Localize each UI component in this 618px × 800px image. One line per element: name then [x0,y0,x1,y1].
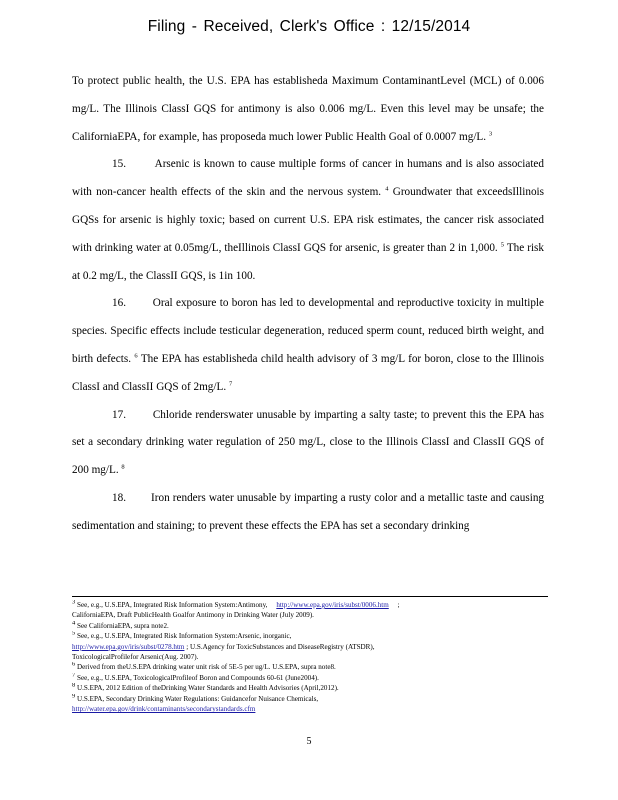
paragraph-number: 16. [112,297,126,310]
footnote-ref[interactable]: 6 [134,352,138,360]
footnote-ref[interactable]: 5 [500,241,504,249]
document-body [72,68,544,541]
paragraph-number: 18. [112,491,126,504]
footnote-link[interactable]: http://www.epa.gov/iris/subst/0278.htm [72,642,185,651]
paragraph-15-arsenic: 15. Arsenic is known to cause multiple forms of cancer in humans and is also associated with non-cancer health effects of the skin and the nervous system. $^4$ Groundwater that exceedsIllinois GQSs for arsenic is highly toxic; based on current U.S. EPA risk estimates, the cancer risk associated with drinking water at 0.05mg/L, theIllinois ClassI GQS for arsenic, is greater than 2 in 1,000. $^5$ The risk at 0.2 mg/L, the ClassII GQS, is 1in 100. [72,158,545,282]
paragraph-number: 17. [112,408,126,421]
footnote-5-cont: http://www.epa.gov/iris/subst/0278.htm ; U.S.Agency for ToxicSubstances and DiseaseRegistry (ATSDR), [72,642,375,651]
footnote-ref[interactable]: 8 [121,463,125,471]
footnote-6: $^6$ Derived from theU.S.EPA drinking water unit risk of 5E-5 per ug/L. U.S.EPA, supra note8. [72,662,336,672]
footnote-ref[interactable]: 3 [488,129,493,137]
footnote-4: $^4$ See CaliforniaEPA, supra note2. [72,620,169,630]
footnote-link[interactable]: http://www.epa.gov/iris/subst/0006.htm [276,601,389,609]
footnote-5: $^5$ See, e.g., U.S.EPA, Integrated Risk Information System:Arsenic, inorganic, [72,631,292,641]
footnote-ref[interactable]: 4 [385,185,389,193]
paragraph-antimony: To protect public health, the U.S. EPA has establisheda Maximum ContaminantLevel (MCL) of 0.006 mg/L. The Illinois ClassI GQS for antimony is also 0.006 mg/L. Even this level may be unsafe; the CaliforniaEPA, for example, has proposeda much lower Public Health Goal of 0.0007 mg/L. $^3$ [72,75,544,143]
page-number: 5 [306,736,312,747]
footnote-link[interactable]: http://water.epa.gov/drink/contaminants/secondarystandards.cfm [72,705,256,714]
paragraph-18-iron: 18. Iron renders water unusable by imparting a rusty color and a metallic taste and causing sedimentation and staining; to prevent these effects the EPA has set a secondary drinking [72,491,545,532]
paragraph-number: 15. [112,158,126,171]
footnotes-section [72,596,548,714]
paragraph-16-boron: 16. Oral exposure to boron has led to developmental and reproductive toxicity in multiple species. Specific effects include testicular degeneration, reduced sperm count, reduced birth weight, and birth defects. $^6$ The EPA has establisheda child health advisory of 3 mg/L for boron, close to the Illinois ClassI and ClassII GQS of 2mg/L. $^7$ [72,297,545,393]
footnote-8: $^8$ U.S.EPA, 2012 Edition of theDrinking Water Standards and Health Advisories (April,2012). [72,683,339,693]
footnote-9-cont [72,704,548,714]
footnote-ref[interactable]: 7 [228,380,233,388]
footnote-7: $^7$ See, e.g., U.S.EPA, ToxicologicalProfileof Boron and Compounds 60-61 (June2004). [72,672,319,682]
filing-stamp-header: Filing - Received, Clerk's Office : 12/15/2014 [147,18,471,35]
footnote-5-cont2: ToxicologicalProfilefor Arsenic(Aug. 2007). [72,653,199,662]
paragraph-17-chloride: 17. Chloride renderswater unusable by imparting a salty taste; to prevent this the EPA has set a secondary drinking water regulation of 250 mg/L, close to the Illinois ClassI and ClassII GQS of 200 mg/L. $^8$ [72,408,545,477]
footnote-9: $^9$ U.S.EPA, Secondary Drinking Water Regulations: Guidancefor Nuisance Chemicals, [72,693,319,703]
footnote-3: $^3$ See, e.g., U.S.EPA, Integrated Risk Information System:Antimony, http://www.epa.gov/iris/subst/0006.htm ; [72,600,400,609]
footnote-3-cont: CaliforniaEPA, Draft PublicHealth Goalfor Antimony in Drinking Water (July 2009). [72,611,314,620]
